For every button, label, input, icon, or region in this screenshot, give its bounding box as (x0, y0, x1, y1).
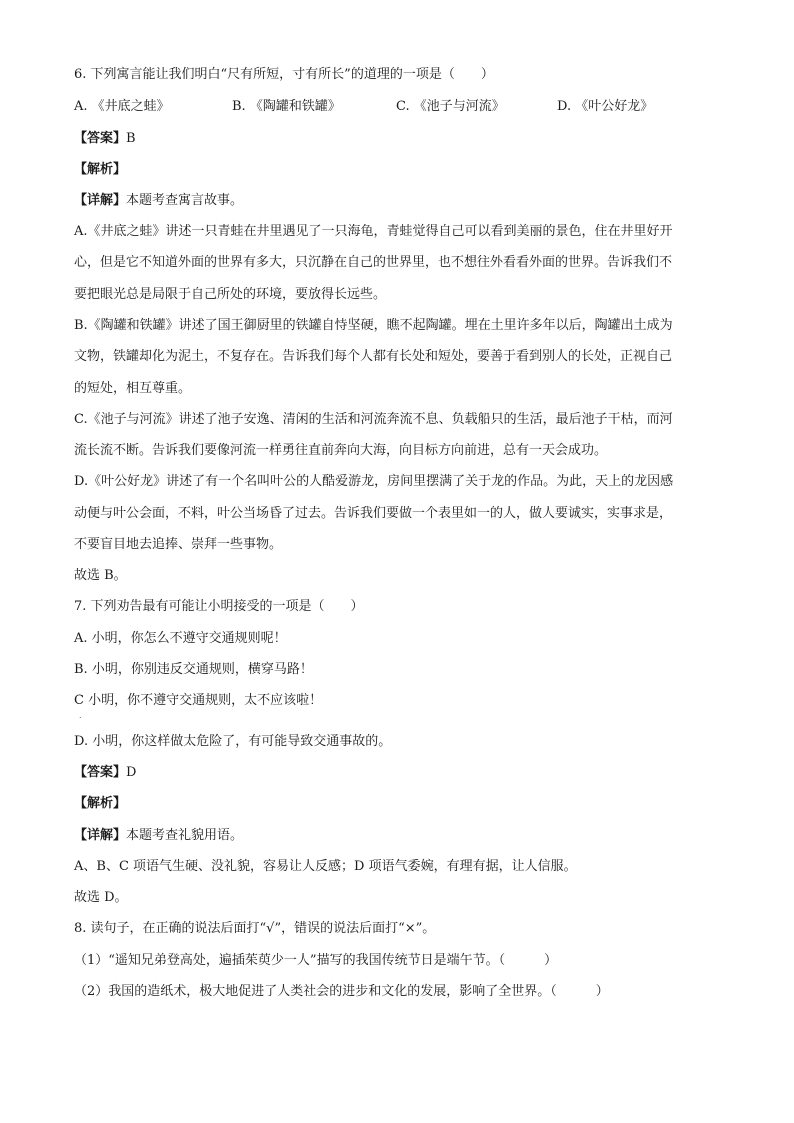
q7-option-c: C 小明，你不遵守交通规则，太不应该啦！ (74, 693, 323, 708)
q7-analysis-tag: 【解析】 (74, 796, 127, 811)
q6-option-a: A. 《井底之蛙》 (74, 99, 170, 114)
answer-tag: 【答案】 (74, 131, 127, 146)
q7-stem: 7. 下列劝告最有可能让小明接受的一项是（ ） (74, 599, 364, 614)
q6-answer-row (74, 130, 136, 148)
q6-explain-line: 动便与叶公会面，不料，叶公当场昏了过去。告诉我们要做一个表里如一的人，做人要诚实，实事求是， (74, 506, 673, 521)
q6-explain-line: D.《叶公好龙》讲述了有一个名叫叶公的人酷爱游龙，房间里摆满了关于龙的作品。为此，天上的龙因感 (74, 474, 674, 489)
q6-explain-line: 文物，铁罐却化为泥土，不复存在。告诉我们每个人都有长处和短处，要善于看到别人的长处，正视自己 (74, 349, 673, 364)
q7-detail: 本题考查礼貌用语。 (126, 828, 244, 843)
q6-explain-line: 心，但是它不知道外面的世界有多大，只沉静在自己的世界里，也不想往外看看外面的世界。告诉我们不 (74, 255, 673, 270)
q7-option-d: D. 小明，你这样做太危险了，有可能导致交通事故的。 (74, 734, 392, 749)
q6-explain-line: 的短处，相互尊重。 (74, 381, 192, 396)
detail-tag: 【详解】 (74, 828, 127, 843)
q7-option-b: B. 小明，你别违反交通规则，横穿马路！ (74, 662, 313, 677)
q6-analysis-tag: 【解析】 (74, 162, 127, 177)
q6-option-c: C. 《池子与河流》 (396, 99, 505, 114)
q6-conclusion: 故选 B。 (74, 568, 127, 583)
q6-explain-line: C.《池子与河流》讲述了池子安逸、清闲的生活和河流奔流不息、负载船只的生活，最后池子干枯，而河 (74, 412, 673, 427)
q7-option-a: A. 小明，你怎么不遵守交通规则呢！ (74, 631, 287, 646)
q6-detail: 本题考查寓言故事。 (126, 193, 244, 208)
q7-answer: D (126, 765, 137, 780)
q6-explain-line: 流长流不断。告诉我们要像河流一样勇往直前奔向大海，向目标方向前进，总有一天会成功。 (74, 443, 608, 458)
q6-answer: B (126, 131, 136, 146)
q6-explain-line: 不要盲目地去追捧、崇拜一些事物。 (74, 537, 283, 552)
stray-dot: . (79, 711, 82, 720)
q6-explain-line: A.《井底之蛙》讲述一只青蛙在井里遇见了一只海龟，青蛙觉得自己可以看到美丽的景色，住在井里好开 (74, 224, 673, 239)
q8-stem: 8. 读句子，在正确的说法后面打“√”，错误的说法后面打“×”。 (74, 921, 436, 936)
q6-explain-line: 要把眼光总是局限于自己所处的环境，要放得长远些。 (74, 287, 387, 302)
q7-conclusion: 故选 D。 (74, 890, 128, 905)
q7-detail-row (74, 827, 243, 845)
answer-tag: 【答案】 (74, 765, 127, 780)
detail-tag: 【详解】 (74, 193, 127, 208)
q7-explain: A、B、C 项语气生硬、没礼貌，容易让人反感；D 项语气委婉，有理有据，让人信服。 (74, 859, 577, 874)
q6-explain-line: B.《陶罐和铁罐》讲述了国王御厨里的铁罐自恃坚硬，瞧不起陶罐。埋在土里许多年以后，陶罐出土成为 (74, 318, 673, 333)
q6-stem: 6. 下列寓言能让我们明白“尺有所短，寸有所长”的道理的一项是（ ） (74, 67, 494, 82)
q8-item-1: （1）“遥知兄弟登高处，遍插茱萸少一人”描写的我国传统节日是端午节。（ ） (74, 953, 558, 968)
q6-option-b: B. 《陶罐和铁罐》 (232, 99, 341, 114)
q7-answer-row (74, 764, 136, 782)
q6-detail-row (74, 192, 243, 210)
q8-item-2: （2）我国的造纸术，极大地促进了人类社会的进步和文化的发展，影响了全世界。（ ） (74, 984, 609, 999)
q6-option-d: D. 《叶公好龙》 (557, 99, 654, 114)
